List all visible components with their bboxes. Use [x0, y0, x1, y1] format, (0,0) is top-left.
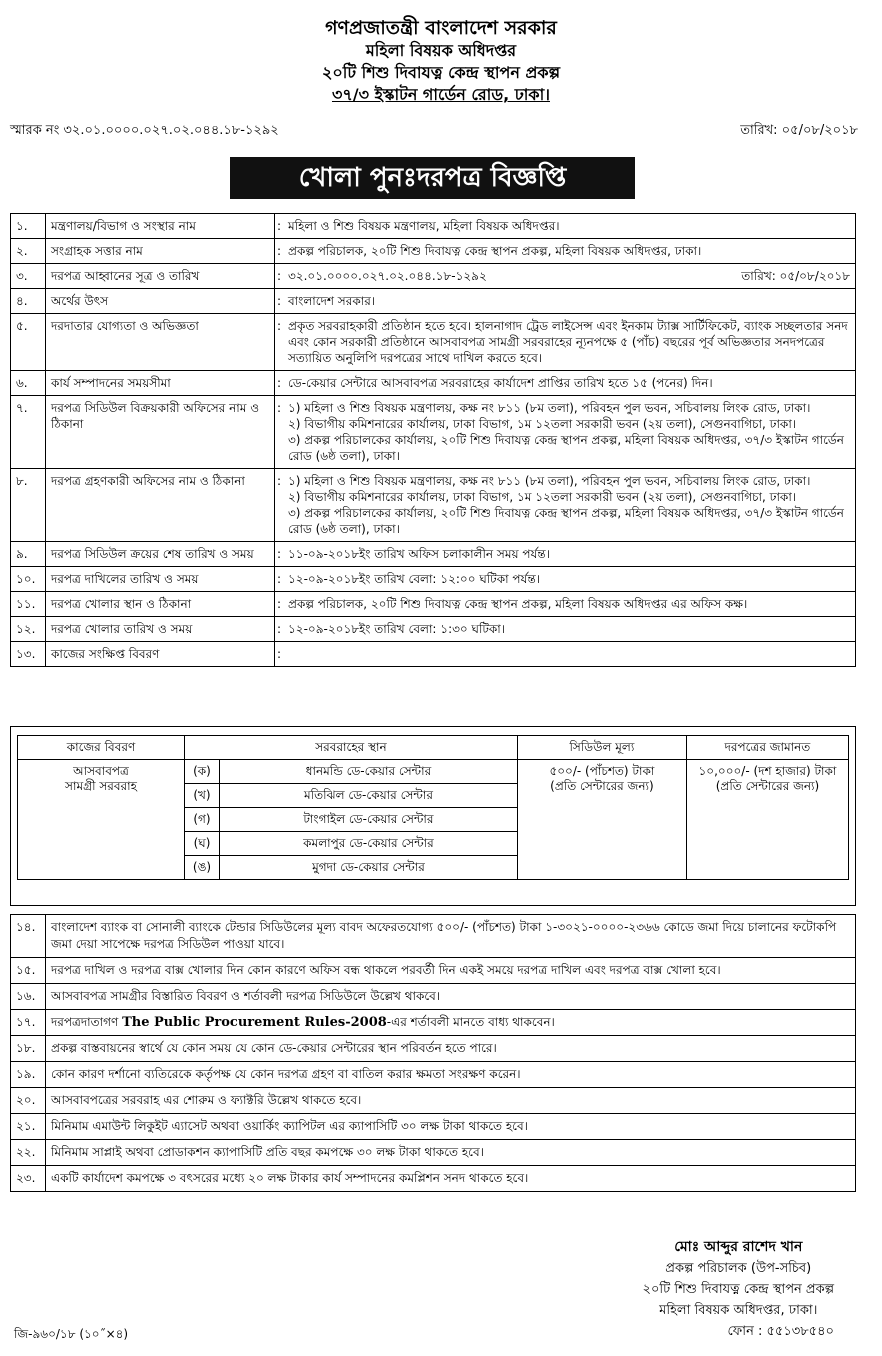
- row-label: সংগ্রাহক সত্তার নাম: [46, 239, 275, 264]
- row-label: দরপত্র সিডিউল বিক্রয়কারী অফিসের নাম ও ঠিকানা: [46, 396, 275, 469]
- place-key: (ঙ): [185, 856, 220, 880]
- row-colon: :: [275, 592, 284, 617]
- condition-row: [11, 1114, 856, 1140]
- row-number: ৫.: [11, 314, 46, 371]
- schedule-price: [517, 760, 686, 880]
- detail-row: [11, 642, 856, 667]
- ref-and-date: [288, 268, 850, 284]
- row-number: ৪.: [11, 289, 46, 314]
- detail-row: [11, 469, 856, 542]
- row-number: ২.: [11, 239, 46, 264]
- condition-row: [11, 1088, 856, 1114]
- detail-row: [11, 239, 856, 264]
- work-description-box: [10, 726, 856, 906]
- detail-row: [11, 264, 856, 289]
- work-line: সামগ্রী সরবরাহ: [65, 779, 137, 793]
- row-number: ৮.: [11, 469, 46, 542]
- row-number: ১০.: [11, 567, 46, 592]
- condition-row: [11, 1140, 856, 1166]
- condition-number: ১৬.: [11, 984, 46, 1010]
- security-line: (প্রতি সেন্টারের জন্য): [715, 779, 820, 793]
- row-label: দরপত্র সিডিউল ক্রয়ের শেষ তারিখ ও সময়: [46, 542, 275, 567]
- condition-row: [11, 1010, 856, 1036]
- row-label: দরদাতার যোগ্যতা ও অভিজ্ঞতা: [46, 314, 275, 371]
- header-security: দরপত্রের জামানত: [686, 736, 848, 760]
- detail-row: [11, 396, 856, 469]
- row-value: প্রকল্প পরিচালক, ২০টি শিশু দিবাযত্ন কেন্দ্র স্থাপন প্রকল্প, মহিলা বিষয়ক অধিদপ্তর এর অফিস কক্ষ।: [283, 592, 856, 617]
- condition-text: আসবাবপত্রের সরবরাহ এর শোরুম ও ফ্যাক্টরি উল্লেখ থাকতে হবে।: [46, 1088, 856, 1114]
- condition-text: প্রকল্প বাস্তবায়নের স্বার্থে যে কোন সময় যে কোন ডে-কেয়ার সেন্টারের স্থান পরিবর্তন হতে পারে।: [46, 1036, 856, 1062]
- row-colon: :: [275, 314, 284, 371]
- condition-number: ২৩.: [11, 1166, 46, 1192]
- place-name: ধানমন্ডি ডে-কেয়ার সেন্টার: [220, 760, 518, 784]
- row-value: [283, 264, 856, 289]
- condition-text: একটি কার্যাদেশ কমপক্ষে ৩ বৎসরের মধ্যে ২০ লক্ষ টাকার কার্য সম্পাদনের কমপ্লিশন সনদ থাকতে হবে।: [46, 1166, 856, 1192]
- tender-security: [686, 760, 848, 880]
- condition-row: [11, 958, 856, 984]
- row-colon: :: [275, 396, 284, 469]
- price-line: (প্রতি সেন্টারের জন্য): [550, 779, 654, 793]
- row-label: দরপত্র দাখিলের তারিখ ও সময়: [46, 567, 275, 592]
- condition-text: কোন কারণ দর্শানো ব্যতিরেকে কর্তৃপক্ষ যে কোন দরপত্র গ্রহণ বা বাতিল করার ক্ষমতা সংরক্ষণ করেন।: [46, 1062, 856, 1088]
- work-description: [18, 760, 185, 880]
- memo-number: স্মারক নং ৩২.০১.০০০০.০২৭.০২.০৪৪.১৮-১২৯২: [10, 123, 279, 138]
- place-name: টাংগাইল ডে-কেয়ার সেন্টার: [220, 808, 518, 832]
- reference-number: ৩২.০১.০০০০.০২৭.০২.০৪৪.১৮-১২৯২: [288, 269, 487, 283]
- row-colon: :: [275, 289, 284, 314]
- detail-row: [11, 617, 856, 642]
- row-value: ১২-০৯-২০১৮ইং তারিখ বেলা: ১২:০০ ঘটিকা পর্যন্ত।: [283, 567, 856, 592]
- signature-block: [643, 1237, 834, 1342]
- items-table: [17, 735, 849, 880]
- header-work: কাজের বিবরণ: [18, 736, 185, 760]
- items-table-header: [18, 736, 849, 760]
- work-line: আসবাবপত্র: [73, 764, 129, 778]
- row-colon: :: [275, 567, 284, 592]
- condition-row: [11, 1036, 856, 1062]
- place-key: (ক): [185, 760, 220, 784]
- signatory-project: ২০টি শিশু দিবাযত্ন কেন্দ্র স্থাপন প্রকল্প: [642, 1282, 834, 1297]
- row-number: ১২.: [11, 617, 46, 642]
- row-label: কাজের সংক্ষিপ্ত বিবরণ: [46, 642, 275, 667]
- row-colon: :: [275, 469, 284, 542]
- procurement-rules-name: The Public Procurement Rules-2008: [122, 1015, 387, 1030]
- row-number: ৩.: [11, 264, 46, 289]
- detail-row: [11, 542, 856, 567]
- signatory-title: প্রকল্প পরিচালক (উপ-সচিব): [665, 1261, 812, 1276]
- row-value: প্রকৃত সরবরাহকারী প্রতিষ্ঠান হতে হবে। হালনাগাদ ট্রেড লাইসেন্স এবং ইনকাম ট্যাক্স সার্টিফিকেট, ব্যাংক সচ্ছলতার সনদ এবং কোন সরকারী প্রতিষ্ঠানে আসবাবপত্র সামগ্রী সরবরাহের ন্যূনপক্ষে ৫ (পাঁচ) বছরের পূর্ব অভিজ্ঞতার সনদপত্রের সত্যায়িত অনুলিপি দরপত্রের সাথে দাখিল করতে হবে।: [283, 314, 856, 371]
- condition-text-pre: দরপত্রদাতাগণ: [51, 1015, 123, 1029]
- condition-text: দরপত্র দাখিল ও দরপত্র বাক্স খোলার দিন কোন কারণে অফিস বন্ধ থাকলে পরবর্তী দিন একই সময়ে দরপত্র দাখিল এবং দরপত্র বাক্স খোলা হবে।: [46, 958, 856, 984]
- row-label: দরপত্র খোলার তারিখ ও সময়: [46, 617, 275, 642]
- project-name: ২০টি শিশু দিবাযত্ন কেন্দ্র স্থাপন প্রকল্প: [321, 63, 561, 82]
- row-label: অর্থের উৎস: [46, 289, 275, 314]
- detail-row: [11, 371, 856, 396]
- row-value: ১২-০৯-২০১৮ইং তারিখ বেলা: ১:৩০ ঘটিকা।: [283, 617, 856, 642]
- condition-text: আসবাবপত্র সামগ্রীর বিস্তারিত বিবরণ ও শর্তাবলী দরপত্র সিডিউলে উল্লেখ থাকবে।: [46, 984, 856, 1010]
- signatory-phone: ফোন : ৫৫১৩৮৫৪০: [727, 1324, 834, 1339]
- row-label: দরপত্র গ্রহণকারী অফিসের নাম ও ঠিকানা: [46, 469, 275, 542]
- place-key: (ঘ): [185, 832, 220, 856]
- condition-number: ১৮.: [11, 1036, 46, 1062]
- row-value: ডে-কেয়ার সেন্টারে আসবাবপত্র সরবরাহের কার্যাদেশ প্রাপ্তির তারিখ হতে ১৫ (পনের) দিন।: [283, 371, 856, 396]
- place-key: (গ): [185, 808, 220, 832]
- row-value: বাংলাদেশ সরকার।: [283, 289, 856, 314]
- place-key: (খ): [185, 784, 220, 808]
- notice-title: খোলা পুনঃদরপত্র বিজ্ঞপ্তি: [230, 157, 635, 199]
- row-label: দরপত্র খোলার স্থান ও ঠিকানা: [46, 592, 275, 617]
- row-number: ৭.: [11, 396, 46, 469]
- row-value: [283, 396, 856, 469]
- condition-text: বাংলাদেশ ব্যাংক বা সোনালী ব্যাংকে টেন্ডার সিডিউলের মূল্য বাবদ অফেরতযোগ্য ৫০০/- (পাঁচশত) টাকা ১-৩০২১-০০০০-২৩৬৬ কোডে জমা দিয়ে চালানের ফটোকপি জমা দেয়া সাপেক্ষে দরপত্র সিডিউল পাওয়া যাবে।: [46, 915, 856, 958]
- row-number: ৬.: [11, 371, 46, 396]
- detail-row: [11, 567, 856, 592]
- row-colon: :: [275, 642, 284, 667]
- row-value: [283, 642, 856, 667]
- row-value: ১১-০৯-২০১৮ইং তারিখ অফিস চলাকালীন সময় পর্যন্ত।: [283, 542, 856, 567]
- condition-number: ২০.: [11, 1088, 46, 1114]
- condition-text: মিনিমাম সাপ্লাই অথবা প্রোডাকশন ক্যাপাসিটি প্রতি বছর কমপক্ষে ৩০ লক্ষ টাকা থাকতে হবে।: [46, 1140, 856, 1166]
- department-name: মহিলা বিষয়ক অধিদপ্তর: [365, 41, 517, 60]
- price-line: ৫০০/- (পাঁচশত) টাকা: [549, 764, 655, 778]
- condition-number: ১৯.: [11, 1062, 46, 1088]
- condition-text: [46, 1010, 856, 1036]
- notice-date: তারিখ: ০৫/০৮/২০১৮: [740, 123, 858, 138]
- row-colon: :: [275, 371, 284, 396]
- detail-row: [11, 214, 856, 239]
- row-colon: :: [275, 542, 284, 567]
- security-line: ১০,০০০/- (দশ হাজার) টাকা: [698, 764, 837, 778]
- row-number: ১১.: [11, 592, 46, 617]
- row-label: কার্য সম্পাদনের সময়সীমা: [46, 371, 275, 396]
- row-label: মন্ত্রণালয়/বিভাগ ও সংস্থার নাম: [46, 214, 275, 239]
- condition-row: [11, 915, 856, 958]
- row-colon: :: [275, 214, 284, 239]
- detail-row: [11, 314, 856, 371]
- condition-number: ২১.: [11, 1114, 46, 1140]
- letterhead: [0, 16, 882, 106]
- place-name: কমলাপুর ডে-কেয়ার সেন্টার: [220, 832, 518, 856]
- tender-details-table: [10, 213, 856, 667]
- detail-row: [11, 289, 856, 314]
- detail-row: [11, 592, 856, 617]
- condition-number: ২২.: [11, 1140, 46, 1166]
- address-line: ১) মহিলা ও শিশু বিষয়ক মন্ত্রণালয়, কক্ষ নং ৮১১ (৮ম তলা), পরিবহন পুল ভবন, সচিবালয় লিংক রোড, ঢাকা।: [288, 474, 811, 488]
- signatory-office: মহিলা বিষয়ক অধিদপ্তর, ঢাকা।: [659, 1303, 818, 1318]
- address-line: ১) মহিলা ও শিশু বিষয়ক মন্ত্রণালয়, কক্ষ নং ৮১১ (৮ম তলা), পরিবহন পুল ভবন, সচিবালয় লিংক রোড, ঢাকা।: [288, 401, 811, 415]
- condition-row: [11, 1062, 856, 1088]
- row-number: ৯.: [11, 542, 46, 567]
- reference-date: তারিখ: ০৫/০৮/২০১৮: [741, 269, 850, 283]
- condition-number: ১৪.: [11, 915, 46, 958]
- place-name: মুগদা ডে-কেয়ার সেন্টার: [220, 856, 518, 880]
- condition-number: ১৫.: [11, 958, 46, 984]
- header-place: সরবরাহের স্থান: [185, 736, 518, 760]
- condition-text-post: -এর শর্তাবলী মানতে বাধ্য থাকবেন।: [386, 1015, 555, 1029]
- row-value: প্রকল্প পরিচালক, ২০টি শিশু দিবাযত্ন কেন্দ্র স্থাপন প্রকল্প, মহিলা বিষয়ক অধিদপ্তর, ঢাকা।: [283, 239, 856, 264]
- address-line: ২) বিভাগীয় কমিশনারের কার্যালয়, ঢাকা বিভাগ, ১ম ১২তলা সরকারী ভবন (২য় তলা), সেগুনবাগিচা, ঢাকা।: [288, 490, 797, 504]
- address-line: ৩) প্রকল্প পরিচালকের কার্যালয়, ২০টি শিশু দিবাযত্ন কেন্দ্র স্থাপন প্রকল্প, মহিলা বিষয়ক অধিদপ্তর, ৩৭/৩ ইস্কাটন গার্ডেন রোড (৬ষ্ঠ তলা), ঢাকা।: [288, 506, 844, 536]
- address-line: ৩) প্রকল্প পরিচালকের কার্যালয়, ২০টি শিশু দিবাযত্ন কেন্দ্র স্থাপন প্রকল্প, মহিলা বিষয়ক অধিদপ্তর, ৩৭/৩ ইস্কাটন গার্ডেন রোড (৬ষ্ঠ তলা), ঢাকা।: [288, 433, 844, 463]
- condition-row: [11, 984, 856, 1010]
- government-name: গণপ্রজাতন্ত্রী বাংলাদেশ সরকার: [325, 17, 557, 39]
- row-colon: :: [275, 617, 284, 642]
- conditions-table: [10, 914, 856, 1192]
- place-name: মতিঝিল ডে-কেয়ার সেন্টার: [220, 784, 518, 808]
- row-number: ১৩.: [11, 642, 46, 667]
- supply-row: [18, 760, 849, 784]
- condition-row: [11, 1166, 856, 1192]
- row-number: ১.: [11, 214, 46, 239]
- signatory-name: মোঃ আব্দুর রাশেদ খান: [674, 1239, 803, 1255]
- header-price: সিডিউল মূল্য: [517, 736, 686, 760]
- row-value: মহিলা ও শিশু বিষয়ক মন্ত্রণালয়, মহিলা বিষয়ক অধিদপ্তর।: [283, 214, 856, 239]
- print-code: জি-৯৬০/১৮ (১০˝×৪): [14, 1327, 129, 1341]
- row-label: দরপত্র আহ্বানের সূত্র ও তারিখ: [46, 264, 275, 289]
- address-line: ২) বিভাগীয় কমিশনারের কার্যালয়, ঢাকা বিভাগ, ১ম ১২তলা সরকারী ভবন (২য় তলা), সেগুনবাগিচা, ঢাকা।: [288, 417, 797, 431]
- condition-text: মিনিমাম এমাউন্ট লিকুইট এ্যাসেট অথবা ওয়ার্কিং ক্যাপিটল এর ক্যাপাসিটি ৩০ লক্ষ টাকা থাকতে হবে।: [46, 1114, 856, 1140]
- row-colon: :: [275, 264, 284, 289]
- row-colon: :: [275, 239, 284, 264]
- row-value: [283, 469, 856, 542]
- office-address: ৩৭/৩ ইস্কাটন গার্ডেন রোড, ঢাকা।: [331, 85, 550, 104]
- condition-number: ১৭.: [11, 1010, 46, 1036]
